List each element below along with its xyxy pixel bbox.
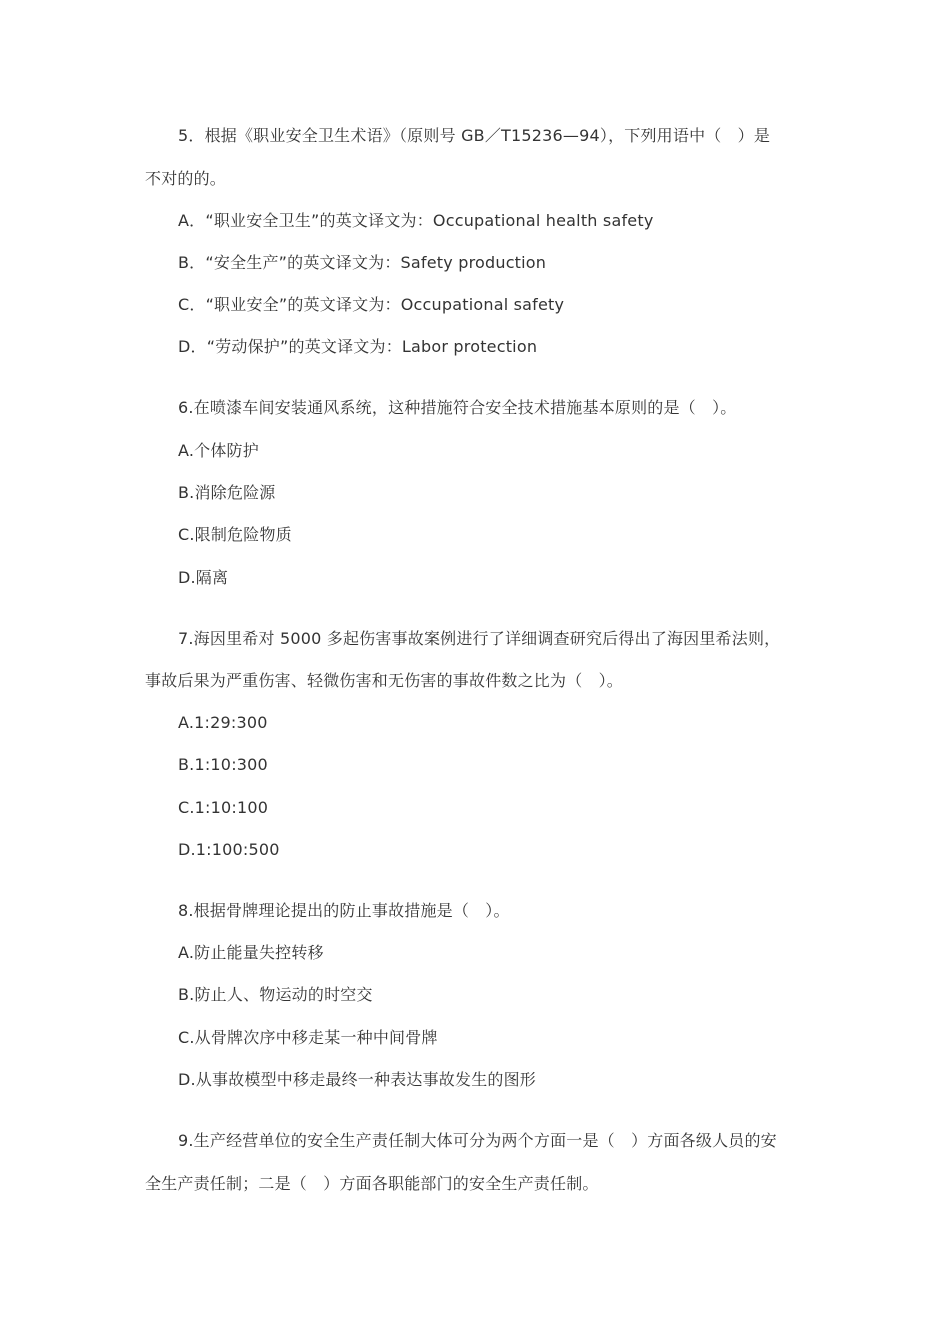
question-6-option-c: C.限制危险物质 [178, 525, 292, 544]
question-7-option-b: B.1:10:300 [178, 755, 268, 774]
question-5-stem: 5．根据《职业安全卫生术语》（原则号 GB／T15236—94），下列用语中（ ）是 [178, 126, 771, 145]
question-6-option-b: B.消除危险源 [178, 483, 276, 502]
question-5-stem-continued: 不对的的。 [145, 169, 227, 188]
question-6-stem: 6.在喷漆车间安装通风系统，这种措施符合安全技术措施基本原则的是（ ）。 [178, 398, 737, 417]
question-8-option-d: D.从事故模型中移走最终一种表达事故发生的图形 [178, 1070, 537, 1089]
question-6-option-a: A.个体防护 [178, 441, 259, 460]
question-9-stem: 9.生产经营单位的安全生产责任制大体可分为两个方面一是（ ）方面各级人员的安 [178, 1131, 777, 1150]
question-8-option-b: B.防止人、物运动的时空交 [178, 985, 373, 1004]
question-7-stem: 7.海因里希对 5000 多起伤害事故案例进行了详细调查研究后得出了海因里希法则， [178, 629, 781, 648]
question-6-option-d: D.隔离 [178, 568, 229, 587]
question-8-option-a: A.防止能量失控转移 [178, 943, 324, 962]
question-5-option-d: D．“劳动保护”的英文译文为：Labor protection [178, 337, 538, 356]
question-7-option-d: D.1:100:500 [178, 840, 280, 859]
question-8-stem: 8.根据骨牌理论提出的防止事故措施是（ ）。 [178, 901, 510, 920]
question-9-stem-continued: 全生产责任制；二是（ ）方面各职能部门的安全生产责任制。 [145, 1174, 599, 1193]
question-5-option-b: B．“安全生产”的英文译文为：Safety production [178, 253, 547, 272]
question-5-option-a: A．“职业安全卫生”的英文译文为：Occupational health safety [178, 211, 654, 230]
question-7-stem-continued: 事故后果为严重伤害、轻微伤害和无伤害的事故件数之比为（ ）。 [145, 671, 624, 690]
question-7-option-a: A.1:29:300 [178, 713, 268, 732]
question-7-option-c: C.1:10:100 [178, 798, 269, 817]
question-8-option-c: C.从骨牌次序中移走某一种中间骨牌 [178, 1028, 438, 1047]
question-5-option-c: C．“职业安全”的英文译文为：Occupational safety [178, 295, 565, 314]
